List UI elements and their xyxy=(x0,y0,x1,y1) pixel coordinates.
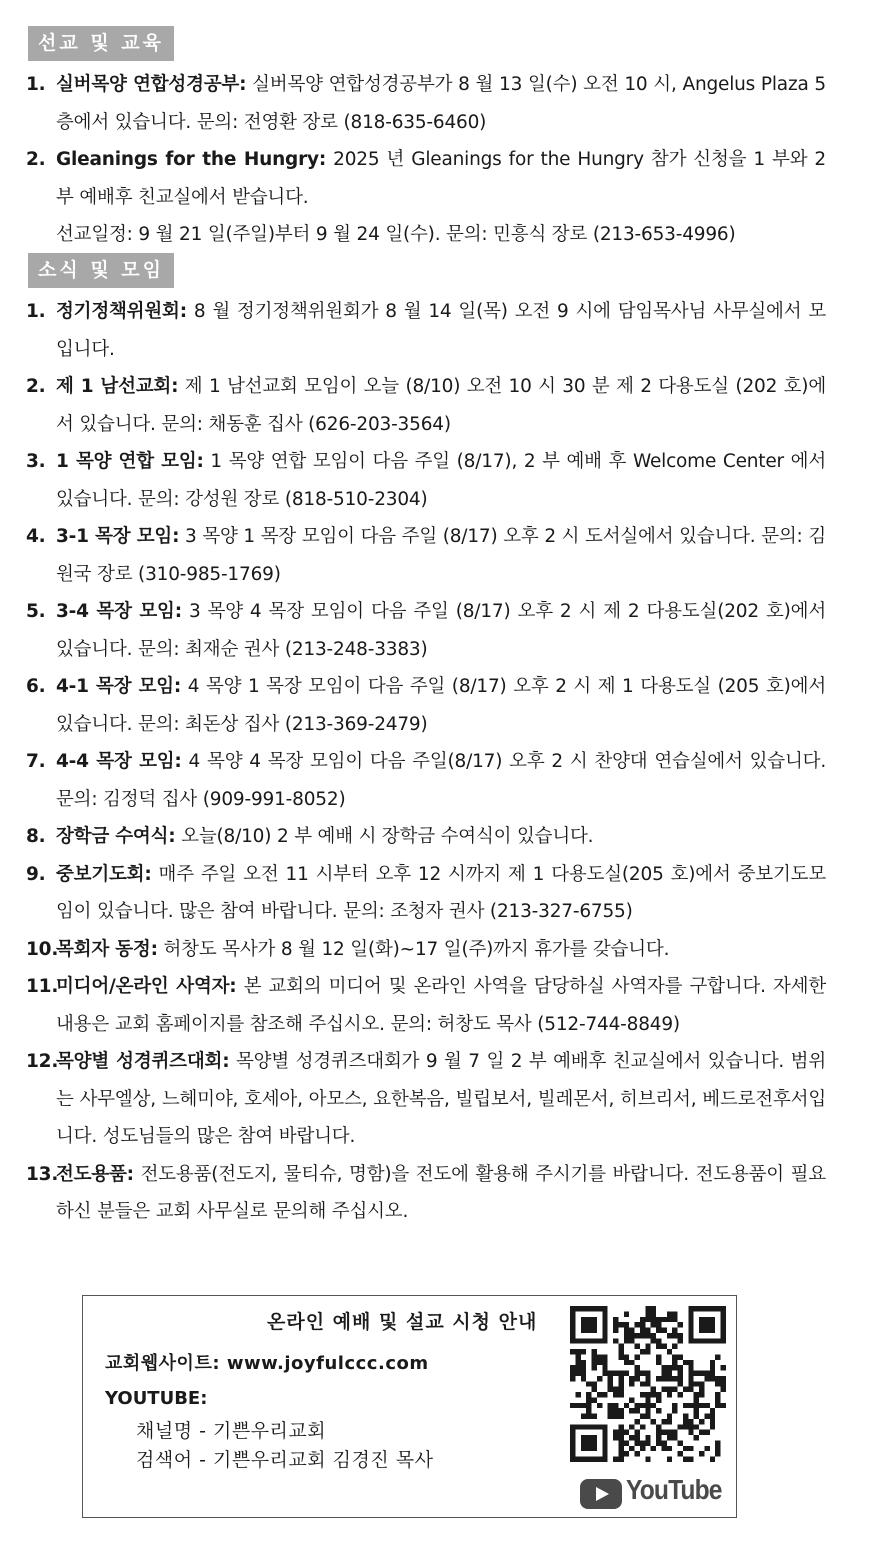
item-number: 10. xyxy=(26,938,59,960)
qr-code-icon[interactable] xyxy=(570,1304,726,1464)
online-worship-heading: 온라인 예배 및 설교 시청 안내 xyxy=(267,1311,538,1333)
item-number: 4. xyxy=(26,526,46,547)
item-number: 13. xyxy=(26,1163,59,1185)
list-item xyxy=(26,968,826,1043)
youtube-logo[interactable] xyxy=(580,1474,720,1512)
list-item xyxy=(26,856,826,931)
list-item xyxy=(26,141,826,254)
list-item xyxy=(26,443,826,518)
list-item xyxy=(26,368,826,443)
item-title: 제 1 남선교회: xyxy=(56,376,179,397)
list-item xyxy=(26,743,826,818)
item-extra: 선교일정: 9 월 21 일(주일)부터 9 월 24 일(수). 문의: 민흥식 장로 (213-653-4996) xyxy=(56,224,736,245)
item-title: 미디어/온라인 사역자: xyxy=(56,976,237,997)
item-title: Gleanings for the Hungry: xyxy=(56,149,327,170)
item-number: 3. xyxy=(26,451,46,472)
mission-list xyxy=(26,66,826,254)
item-number: 12. xyxy=(26,1051,59,1072)
item-title: 목양별 성경퀴즈대회: xyxy=(56,1051,230,1072)
item-number: 9. xyxy=(26,863,46,885)
news-list xyxy=(26,293,826,1231)
item-title: 1 목양 연합 모임: xyxy=(56,451,204,472)
item-number: 1. xyxy=(26,301,46,322)
youtube-label: YOUTUBE: xyxy=(105,1388,208,1409)
item-text: 실버목양 연합성경공부가 8 월 13 일(수) 오전 10 시, Angelus Plaza 5 층에서 있습니다. 문의: 전영환 장로 (818-635-6460) xyxy=(56,74,826,133)
section-header-mission: 선교 및 교육 xyxy=(28,26,174,61)
list-item xyxy=(26,668,826,743)
list-item xyxy=(26,1156,826,1231)
item-title: 중보기도회: xyxy=(56,863,152,885)
item-number: 7. xyxy=(26,751,46,772)
item-title: 4-4 목장 모임: xyxy=(56,751,182,772)
item-text: 4 목양 1 목장 모임이 다음 주일 (8/17) 오후 2 시 제 1 다용도실 (205 호)에서 있습니다. 문의: 최돈상 집사 (213-369-2479) xyxy=(56,676,827,735)
item-text: 3 목양 1 목장 모임이 다음 주일 (8/17) 오후 2 시 도서실에서 있습니다. 문의: 김원국 장로 (310-985-1769) xyxy=(56,526,827,585)
item-number: 8. xyxy=(26,826,46,847)
item-number: 2. xyxy=(26,149,46,170)
online-worship-box xyxy=(82,1295,737,1518)
item-title: 정기정책위원회: xyxy=(56,301,187,322)
item-text: 전도용품(전도지, 물티슈, 명함)을 전도에 활용해 주시기를 바랍니다. 전도용품이 필요하신 분들은 교회 사무실로 문의해 주십시오. xyxy=(56,1163,826,1222)
item-text: 4 목양 4 목장 모임이 다음 주일(8/17) 오후 2 시 찬양대 연습실에서 있습니다. 문의: 김정덕 집사 (909-991-8052) xyxy=(56,751,827,810)
item-text: 목양별 성경퀴즈대회가 9 월 7 일 2 부 예배후 친교실에서 있습니다. 범위는 사무엘상, 느헤미야, 호세아, 아모스, 요한복음, 빌립보서, 빌레몬서, 히브리서, 베드로전후서입니다. 성도님들의 많은 참여 바랍니다. xyxy=(56,1051,826,1147)
item-text: 제 1 남선교회 모임이 오늘 (8/10) 오전 10 시 30 분 제 2 다용도실 (202 호)에서 있습니다. 문의: 채동훈 집사 (626-203-3564) xyxy=(56,376,826,435)
list-item xyxy=(26,293,826,368)
channel-name-line: 채널명 - 기쁜우리교회 xyxy=(136,1420,327,1442)
list-item xyxy=(26,1043,826,1156)
item-text: 3 목양 4 목장 모임이 다음 주일 (8/17) 오후 2 시 제 2 다용도실(202 호)에서 있습니다. 문의: 최재순 권사 (213-248-3383) xyxy=(56,601,827,660)
item-title: 3-4 목장 모임: xyxy=(56,601,182,622)
section-header-news: 소식 및 모임 xyxy=(28,253,174,288)
website-label: 교회웹사이트: xyxy=(105,1353,221,1374)
website-link[interactable]: www.joyfulccc.com xyxy=(226,1353,429,1374)
item-title: 실버목양 연합성경공부: xyxy=(56,74,247,95)
item-text: 2025 년 Gleanings for the Hungry 참가 신청을 1 부와 2 부 예배후 친교실에서 받습니다. xyxy=(56,149,826,208)
item-title: 장학금 수여식: xyxy=(56,826,176,847)
youtube-logo-text: YouTube xyxy=(626,1474,722,1505)
item-number: 2. xyxy=(26,376,46,397)
website-line xyxy=(105,1349,429,1375)
list-item xyxy=(26,818,826,856)
item-number: 5. xyxy=(26,601,46,622)
item-number: 1. xyxy=(26,74,46,95)
item-number: 11. xyxy=(26,976,59,997)
item-title: 목회자 동정: xyxy=(56,938,158,960)
youtube-play-icon xyxy=(580,1479,622,1509)
item-text: 매주 주일 오전 11 시부터 오후 12 시까지 제 1 다용도실(205 호)에서 중보기도모임이 있습니다. 많은 참여 바랍니다. 문의: 조청자 권사 (213-327-6755) xyxy=(56,863,826,922)
item-text: 1 목양 연합 모임이 다음 주일 (8/17), 2 부 예배 후 Welcome Center 에서 있습니다. 문의: 강성원 장로 (818-510-2304) xyxy=(56,451,826,510)
item-text: 허창도 목사가 8 월 12 일(화)~17 일(주)까지 휴가를 갖습니다. xyxy=(157,938,670,960)
item-text: 오늘(8/10) 2 부 예배 시 장학금 수여식이 있습니다. xyxy=(175,826,594,847)
item-title: 4-1 목장 모임: xyxy=(56,676,182,697)
list-item xyxy=(26,518,826,593)
item-text: 8 월 정기정책위원회가 8 월 14 일(목) 오전 9 시에 담임목사님 사무실에서 모입니다. xyxy=(56,301,826,360)
search-term-line: 검색어 - 기쁜우리교회 김경진 목사 xyxy=(136,1449,434,1471)
item-text: 본 교회의 미디어 및 온라인 사역을 담당하실 사역자를 구합니다. 자세한 내용은 교회 홈페이지를 참조해 주십시오. 문의: 허창도 목사 (512-744-8849) xyxy=(56,976,826,1035)
list-item xyxy=(26,593,826,668)
list-item xyxy=(26,66,826,141)
item-number: 6. xyxy=(26,676,46,697)
item-title: 전도용품: xyxy=(56,1163,134,1185)
list-item xyxy=(26,931,826,969)
item-title: 3-1 목장 모임: xyxy=(56,526,180,547)
